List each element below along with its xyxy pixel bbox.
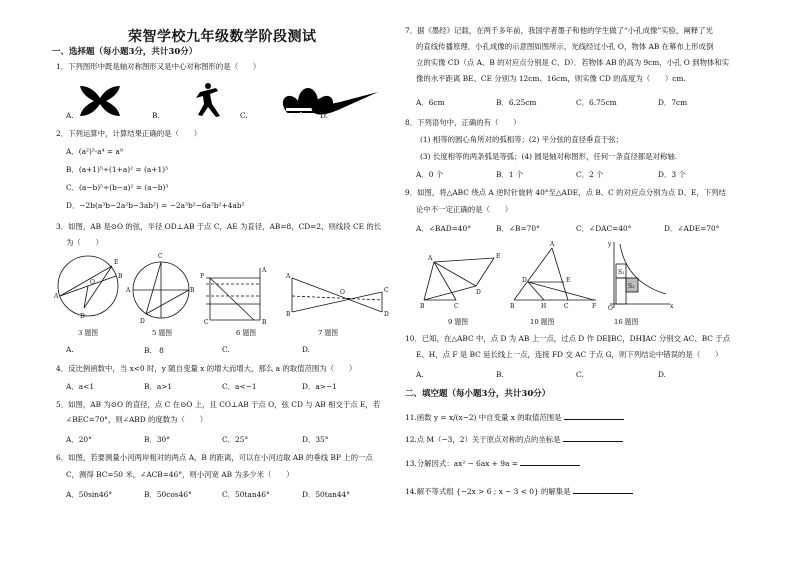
q4-option-d[interactable]: D．a>−1 xyxy=(302,382,337,391)
q2-option-b[interactable]: B．(a+1)⁵÷(1+a)² = (a+1)³ xyxy=(66,165,168,174)
question-13-text: 13.分解因式：ax² − 6ax + 9a = xyxy=(405,459,518,468)
question-10-line-1: 10．已知，在△ABC 中，点 D 为 AB 上一点，过点 D 作 DE∥BC，DH∥AC 分别交 AC、BC 于点 xyxy=(405,334,731,343)
q3-option-a[interactable]: A. xyxy=(66,345,74,354)
question-8: 8．下列语句中，正确的有（ ） xyxy=(405,118,521,127)
figure-16-caption: 16 题图 xyxy=(614,318,639,326)
svg-text:B: B xyxy=(262,319,267,326)
q8-option-c[interactable]: C．2 个 xyxy=(576,170,604,179)
figures-row-right xyxy=(404,238,754,314)
svg-text:D: D xyxy=(140,318,145,325)
svg-text:A: A xyxy=(262,267,267,274)
figure-10-caption: 10 题图 xyxy=(530,318,555,326)
svg-text:B: B xyxy=(420,303,425,310)
svg-text:B: B xyxy=(286,311,291,318)
svg-text:C: C xyxy=(158,253,163,260)
q8-statement-2: (3) 长度相等的两条弧是等弧；(4) 圆是轴对称图形，任何一条直径都是对称轴. xyxy=(420,152,678,161)
q5-options xyxy=(66,434,328,445)
figure-3 xyxy=(53,256,123,320)
q9-option-a[interactable]: A．∠BAD=40° xyxy=(416,224,471,233)
q6-option-a[interactable]: A．50sin46° xyxy=(66,490,113,499)
q5-option-c[interactable]: C．25° xyxy=(222,435,249,444)
q1-option-a[interactable]: A. xyxy=(66,111,74,120)
svg-text:A: A xyxy=(286,273,291,280)
question-12 xyxy=(405,433,623,446)
q2-option-c[interactable]: C．(a−b)⁵÷(b−a)² = (a−b)³ xyxy=(66,183,169,192)
page-title: 荣智学校九年级数学阶段测试 xyxy=(128,29,317,45)
section-1-heading: 一、选择题（每小题3分，共计30分） xyxy=(52,47,198,57)
svg-text:C: C xyxy=(564,303,569,310)
figure-9-caption: 9 题图 xyxy=(448,318,469,326)
svg-text:y: y xyxy=(608,241,612,248)
q7-option-b[interactable]: B．6.25cm xyxy=(496,98,537,107)
q7-option-d[interactable]: D．7cm xyxy=(658,98,688,107)
question-6-line-2: C，测得 BC=50 米，∠ACB=46°，则小河宽 AB 为多少米（ ） xyxy=(66,470,294,479)
svg-text:O: O xyxy=(608,305,613,312)
q6-option-d[interactable]: D．50tan44° xyxy=(302,490,350,499)
question-7-line-1: 7．据《墨经》记载，在两千多年前，我国学者墨子和他的学生做了“小孔成像”实验，阐释了光 xyxy=(405,26,713,35)
q10-option-c[interactable]: C. xyxy=(576,370,584,379)
question-6-line-1: 6．如图，若要测量小河两岸相对的两点 A，B 的距离，可以在小河边取 AB 的垂线 BP 上的一点 xyxy=(56,453,373,462)
q2-option-a[interactable]: A．(a²)³·a⁴ = a⁹ xyxy=(66,147,123,156)
section-2-heading: 二、填空题（每小题3分，共计30分） xyxy=(405,389,551,399)
q3-options xyxy=(66,345,310,356)
figures-row-left xyxy=(54,248,388,328)
q3-option-c[interactable]: C. xyxy=(222,345,230,354)
figure-5 xyxy=(125,253,195,325)
svg-text:B: B xyxy=(510,303,515,310)
figures-left-svg xyxy=(54,248,388,328)
figure-10 xyxy=(510,241,596,310)
svg-text:E: E xyxy=(114,259,119,266)
q7-options xyxy=(416,97,687,108)
svg-text:D: D xyxy=(476,289,481,296)
q4-options xyxy=(66,381,337,392)
svg-text:A: A xyxy=(54,293,59,300)
q10-option-a[interactable]: A. xyxy=(416,370,424,379)
svg-text:A: A xyxy=(428,255,433,262)
svg-text:D: D xyxy=(384,311,389,318)
svg-text:A: A xyxy=(550,241,555,248)
question-10-line-2: E、H，点 F 是 BC 延长线上一点，连接 FD 交 AC 于点 G，则下列结论中错误的是（ ） xyxy=(416,350,723,359)
q7-option-c[interactable]: C．6.75cm xyxy=(576,98,617,107)
q5-option-d[interactable]: D．35° xyxy=(302,435,329,444)
q3-option-d[interactable]: D. xyxy=(302,345,311,354)
svg-text:H: H xyxy=(541,303,547,310)
figure-7 xyxy=(285,273,389,318)
svg-text:D: D xyxy=(80,313,85,320)
q4-option-a[interactable]: A．a<1 xyxy=(66,382,95,391)
question-14-answer-blank[interactable] xyxy=(573,485,633,494)
figures-right-svg xyxy=(404,238,754,314)
q9-option-c[interactable]: C．∠DAC=40° xyxy=(576,224,632,233)
svg-text:E: E xyxy=(566,277,571,284)
q2-option-d[interactable]: D．−2b(a³b−2a²b−3ab²) = −2a³b²−6a²b²+4ab² xyxy=(66,201,245,210)
question-9-line-2: 论中不一定正确的是（ ） xyxy=(416,205,513,214)
question-3-line-2: 为（ ） xyxy=(66,238,103,247)
svg-text:S₂: S₂ xyxy=(628,283,635,290)
svg-text:B: B xyxy=(190,287,195,294)
question-2: 2．下列运算中，计算结果正确的是（ ） xyxy=(56,129,202,138)
q4-option-c[interactable]: C．a<−1 xyxy=(222,382,257,391)
q6-options xyxy=(66,489,350,500)
figure-5-caption: 5 题图 xyxy=(152,329,173,337)
svg-text:O: O xyxy=(340,289,345,296)
question-1: 1．下列图形中既是轴对称图形又是中心对称图形的是（ ） xyxy=(56,62,261,71)
q8-options xyxy=(416,169,686,180)
svg-text:C: C xyxy=(454,303,459,310)
question-5-line-1: 5．如图，AB 为⊙O 的直径，点 C 在⊙O 上，且 CO⊥AB 于点 O，弦 CD 与 AB 相交于点 E，若 xyxy=(56,400,381,409)
svg-text:A: A xyxy=(126,287,131,294)
q5-option-b[interactable]: B．30° xyxy=(144,435,170,444)
q6-option-b[interactable]: B．50cos46° xyxy=(144,490,192,499)
question-7-line-2: 的直线传播原理．小孔成像的示意图如图所示，光线经过小孔 O，物体 AB 在幕布上形成倒 xyxy=(416,42,714,51)
q1-option-c[interactable]: C. xyxy=(240,111,248,120)
question-11-answer-blank[interactable] xyxy=(564,411,624,420)
q7-option-a[interactable]: A．6cm xyxy=(416,98,445,107)
question-14 xyxy=(405,485,633,498)
figure-6 xyxy=(200,267,267,326)
svg-text:F: F xyxy=(592,303,597,310)
question-13-answer-blank[interactable] xyxy=(520,457,580,466)
q1-option-d[interactable]: D. xyxy=(320,111,329,120)
question-7-line-4: 像的水平距离 BE、CE 分别为 12cm、16cm，则实像 CD 的高度为（ ）cm. xyxy=(416,74,686,83)
figure-9 xyxy=(420,253,500,310)
q9-options xyxy=(416,223,719,234)
svg-text:P: P xyxy=(200,273,205,280)
figure-6-caption: 6 题图 xyxy=(236,329,257,337)
q8-option-d[interactable]: D．3 个 xyxy=(658,170,686,179)
svg-text:x: x xyxy=(670,303,674,310)
question-12-answer-blank[interactable] xyxy=(563,433,623,442)
svg-text:E: E xyxy=(496,253,501,260)
question-13 xyxy=(405,457,580,470)
question-14-text: 14.解不等式组 {−2x > 6 ; x − 3 < 0} 的解集是 xyxy=(405,487,571,496)
q6-option-c[interactable]: C．50tan46° xyxy=(222,490,270,499)
svg-text:S₁: S₁ xyxy=(618,269,625,276)
svg-text:O: O xyxy=(90,279,95,286)
q8-option-b[interactable]: B．1 个 xyxy=(496,170,524,179)
svg-text:D: D xyxy=(522,277,527,284)
question-11 xyxy=(405,411,624,424)
q9-option-d[interactable]: D．∠ADE=70° xyxy=(664,224,720,233)
svg-text:C: C xyxy=(204,319,209,326)
q3-option-b[interactable]: B. 8 xyxy=(144,346,164,355)
q5-option-a[interactable]: A．20° xyxy=(66,435,92,444)
question-3-line-1: 3．如图，AB 是⊙O 的弦，半径 OD⊥AB 于点 C，AE 为直径，AB=8，CD=2，则线段 CE 的长 xyxy=(56,222,382,231)
q10-options xyxy=(416,370,666,379)
q8-statement-1: (1) 相等的圆心角所对的弧相等；(2) 平分弦的直径垂直于弦； xyxy=(420,135,624,144)
q10-option-d[interactable]: D. xyxy=(658,370,667,379)
figure-3-caption: 3 题图 xyxy=(78,329,99,337)
question-4: 4．反比例函数中，当 x<0 时，y 随自变量 x 的增大而增大，那么 a 的取值范围为（ ） xyxy=(56,364,357,373)
q9-option-b[interactable]: B．∠B=70° xyxy=(496,224,540,233)
figure-7-caption: 7 题图 xyxy=(318,329,339,337)
q4-option-b[interactable]: B．a>1 xyxy=(144,382,173,391)
svg-text:B: B xyxy=(118,273,123,280)
question-11-text: 11.函数 y = x/(x−2) 中自变量 x 的取值范围是 xyxy=(405,413,562,422)
svg-text:C: C xyxy=(384,287,389,294)
q1-options xyxy=(66,111,328,120)
q8-option-a[interactable]: A．0 个 xyxy=(416,170,444,179)
question-12-text: 12.点 M（−3，2）关于原点对称的点的坐标是 xyxy=(405,435,561,444)
q10-option-b[interactable]: B. xyxy=(496,370,504,379)
question-9-line-1: 9．如图，将△ABC 绕点 A 逆时针旋转 40°至△ADE，点 B、C 的对应点分别为点 D、E，下列结 xyxy=(405,188,726,197)
q1-option-b[interactable]: B. xyxy=(152,111,160,120)
figure-16 xyxy=(607,241,674,312)
question-7-line-3: 立的实像 CD（点 A、B 的对应点分别是 C、D）．若物体 AB 的高为 9cm，小孔 O 到物体和实 xyxy=(416,58,730,67)
question-5-line-2: ∠BEC=70°，则∠ABD 的度数为（ ） xyxy=(66,415,208,424)
